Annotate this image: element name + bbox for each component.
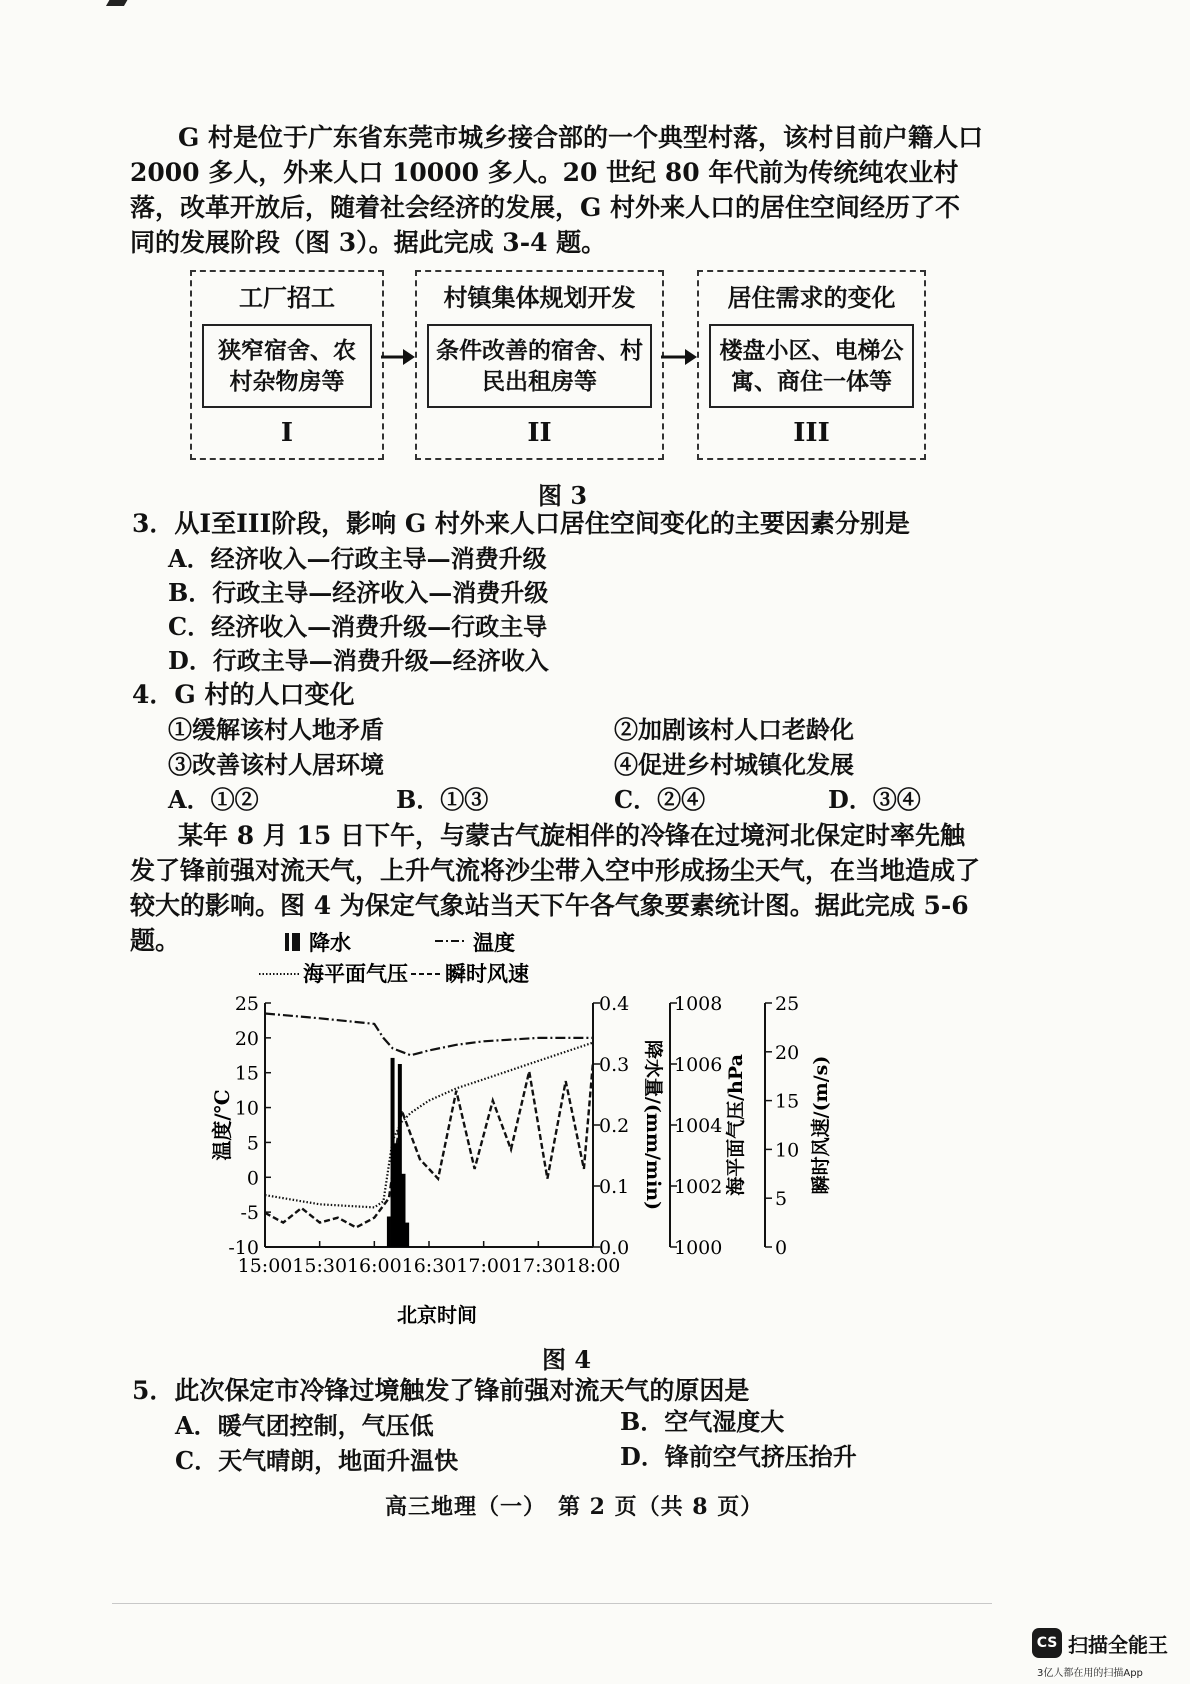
question-4-stem: 4．G 村的人口变化 [132,680,355,709]
q3-option-b: B．行政主导—经济收入—消费升级 [168,578,549,607]
arrow-right-icon [661,345,697,369]
question-intro-3-4: G 村是位于广东省东莞市城乡接合部的一个典型村落，该村目前户籍人口2000 多人，外来人口 10000 多人。20 世纪 80 年代前为传统纯农业村落，改革开放后，随着社会经济的发展，G 村外来人口的居住空间经历了不同的发展阶段（图 3）。据此完成 3-4 题。 [130,123,984,257]
x-tick-label: 15:30 [292,1255,348,1277]
x-tick-label: 15:00 [237,1255,293,1277]
wind-axis-label: 瞬时风速/(m/s) [810,1055,832,1195]
stage-number: I [280,418,294,448]
wind-tick-label: 25 [775,993,800,1015]
scan-corner-mark [106,0,132,6]
q5-option-c: C．天气晴朗，地面升温快 [175,1446,459,1475]
wind-tick-label: 5 [775,1188,788,1211]
wind-tick-label: 15 [775,1090,800,1113]
q3-option-a: A．经济收入—行政主导—消费升级 [168,544,547,573]
q4-item-2: ②加剧该村人口老龄化 [614,715,854,744]
chart-legend [259,930,529,986]
x-tick-label: 17:00 [456,1255,512,1277]
temp-tick-label: 10 [234,1097,259,1120]
divider [112,1603,992,1604]
legend-pressure-label: 海平面气压 [303,961,408,986]
x-tick-label: 16:30 [401,1255,457,1277]
precip-tick-label: 0.0 [599,1237,630,1259]
q4-item-1: ①缓解该村人地矛盾 [168,715,384,744]
precip-bar [387,1217,391,1248]
wind-tick-label: 0 [775,1237,788,1259]
precip-bar [401,1174,405,1247]
pressure-tick-label: 1006 [674,1054,723,1076]
wind-tick-label: 10 [775,1139,800,1162]
stage-number: III [793,418,830,448]
q4-option-d: D．③④ [828,785,921,814]
precip-bar [398,1064,402,1247]
precip-axis-label: 降水量/(mm/min) [642,1039,664,1211]
scanner-logo-icon: CS [1032,1628,1062,1658]
pressure-tick-label: 1004 [674,1115,723,1137]
precip-tick-label: 0.2 [599,1115,630,1137]
legend-precip-swatch [292,933,300,951]
pressure-tick-label: 1002 [674,1176,723,1198]
x-axis-label: 北京时间 [397,1303,477,1327]
stage-content: 狭窄宿舍、农村杂物房等 [202,324,372,408]
scanner-watermark [1032,1628,1182,1678]
pressure-axis-label: 海平面气压/hPa [725,1054,747,1196]
stage-title: 村镇集体规划开发 [443,283,636,312]
pressure-tick-label: 1000 [674,1237,723,1259]
stage-number: II [527,418,552,448]
arrow-right-icon [381,345,415,369]
q4-option-c: C．②④ [614,785,706,814]
precip-bar [394,1143,398,1247]
stage-content: 条件改善的宿舍、村民出租房等 [427,324,652,408]
precip-tick-label: 0.1 [599,1176,630,1198]
stage-box-1 [190,270,384,460]
x-tick-label: 18:00 [565,1255,621,1277]
q5-option-a: A．暖气团控制，气压低 [175,1411,434,1440]
question-intro-5-6: 某年 8 月 15 日下午，与蒙古气旋相伴的冷锋在过境河北保定时率先触发了锋前强对流天气，上升气流将沙尘带入空中形成扬尘天气，在当地造成了较大的影响。图 4 为保定气象站当天下午各气象要素统计图。据此完成 5-6 题。 [130,821,981,955]
page-footer: 高三地理（一） 第 2 页（共 8 页） [385,1494,764,1520]
legend-precip-label: 降水 [309,930,351,955]
figure-caption: 图 4 [542,1345,592,1374]
x-tick-label: 16:00 [346,1255,402,1277]
precip-tick-label: 0.3 [599,1054,630,1076]
q3-option-c: C．经济收入—消费升级—行政主导 [168,612,548,641]
q4-item-4: ④促进乡村城镇化发展 [614,750,854,779]
legend-temp-label: 温度 [473,930,515,955]
temp-tick-label: -10 [228,1237,259,1259]
legend-precip-swatch [285,933,289,951]
q5-option-d: D．锋前空气挤压抬升 [620,1442,857,1471]
temp-tick-label: -5 [240,1202,259,1225]
q3-option-d: D．行政主导—消费升级—经济收入 [168,646,549,675]
temp-axis-label: 温度/℃ [210,1089,234,1161]
temperature-line [265,1014,593,1056]
pressure-line [265,1043,593,1208]
temp-tick-label: 20 [234,1027,259,1050]
pressure-tick-label: 1008 [674,993,723,1015]
temp-tick-label: 0 [246,1167,259,1190]
temp-tick-label: 15 [234,1062,259,1085]
question-3-stem: 3．从I至III阶段，影响 G 村外来人口居住空间变化的主要因素分别是 [132,509,910,538]
weather-chart [210,925,915,1327]
scanner-name: 扫描全能王 [1068,1633,1168,1657]
stage-box-3 [697,270,926,460]
q5-option-b: B．空气湿度大 [620,1407,785,1436]
x-tick-label: 17:30 [510,1255,566,1277]
temp-tick-label: 5 [246,1132,259,1155]
question-5-stem: 5．此次保定市冷锋过境触发了锋前强对流天气的原因是 [132,1376,750,1405]
stage-title: 工厂招工 [239,283,335,312]
wind-tick-label: 20 [775,1041,800,1064]
q4-option-a: A．①② [168,785,259,814]
scanner-tagline: 3亿人都在用的扫描App [1037,1668,1143,1679]
precip-tick-label: 0.4 [599,993,630,1015]
q4-option-b: B．①③ [396,785,489,814]
legend-wind-label: 瞬时风速 [445,961,529,986]
precip-bar [391,1058,395,1247]
stage-content: 楼盘小区、电梯公寓、商住一体等 [709,324,914,408]
figure-caption: 图 3 [538,481,588,510]
stage-box-2 [415,270,664,460]
stage-title: 居住需求的变化 [727,283,896,312]
q4-item-3: ③改善该村人居环境 [168,750,384,779]
temp-tick-label: 25 [234,993,259,1015]
precip-bar [405,1223,409,1247]
